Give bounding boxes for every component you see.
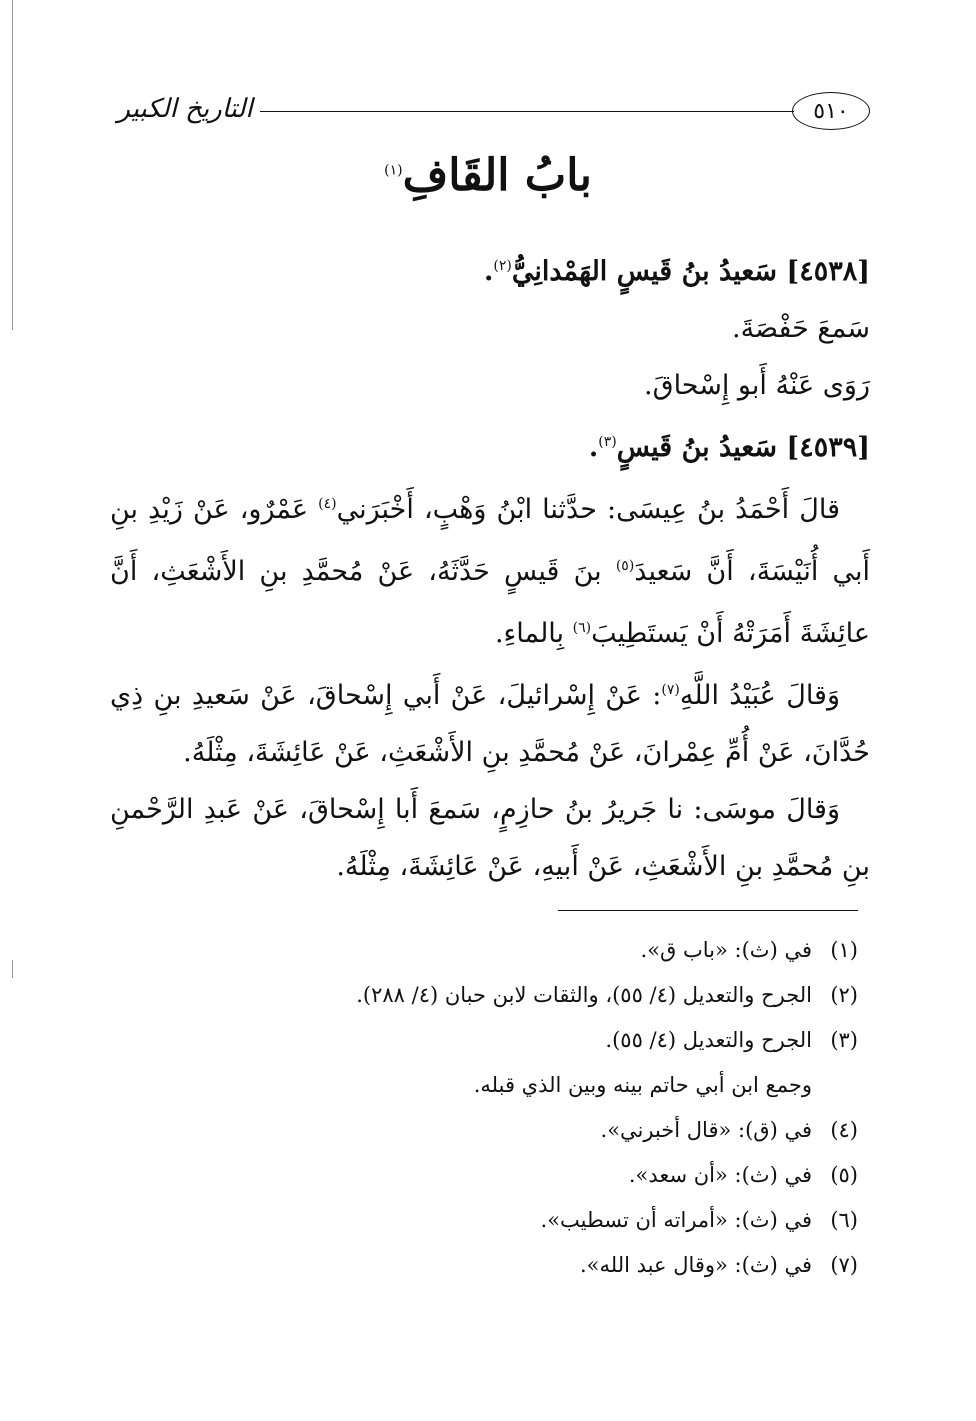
footnote-ref: (٤): [318, 496, 337, 512]
footnote: [138, 928, 858, 973]
header-rule: [260, 111, 794, 112]
page-number: ٥١٠: [813, 98, 849, 124]
footnote-text: في (ث): «وقال عبد الله».: [579, 1253, 812, 1277]
entry-line: سَمعَ حَفْصَةَ.: [731, 313, 870, 344]
footnote-text: الجرح والتعديل (٤/ ٥٥)، والثقات لابن حبان (٤/ ٢٨٨).: [356, 983, 812, 1007]
footnote-number: (٤): [830, 1118, 858, 1142]
main-text: [110, 238, 870, 895]
entry-heading: [٤٥٣٩] سَعيدُ بنُ قَيسٍ$^{(٣)}$.: [588, 432, 870, 463]
page-number-badge: [792, 92, 870, 130]
text-run: قالَ أَحْمَدُ بنُ عِيسَى: حدَّثنا ابْنُ وَهْبٍ، أَخْبَرَني: [336, 494, 840, 525]
footnote-text: في (ق): «قال أخبرني».: [600, 1118, 812, 1142]
footnote-separator: [558, 910, 858, 911]
footnotes: [138, 928, 858, 1288]
footnote-number: (٥): [830, 1163, 858, 1187]
footnote-continuation: وجمع ابن أبي حاتم بينه وبين الذي قبله.: [473, 1073, 812, 1097]
footnote-ref: (٣): [598, 434, 617, 450]
footnote-ref: (١): [384, 162, 403, 179]
footnote-ref: (٦): [572, 620, 592, 636]
footnote-text: في (ث): «أن سعد».: [628, 1163, 812, 1187]
chapter-title: بابُ القَافِ: [402, 150, 592, 201]
footnote-number: (٧): [830, 1253, 858, 1277]
scan-margin-tick: [12, 960, 13, 978]
entry-title: [٤٥٣٨] سَعيدُ بنُ قَيسٍ الهَمْدانِيُّ: [511, 256, 870, 287]
footnote-text: في (ث): «أمراته أن تسطيب».: [540, 1208, 812, 1232]
running-header: [110, 92, 870, 128]
entry-heading: [٤٥٣٨] سَعيدُ بنُ قَيسٍ الهَمْدانِيُّ$^{(٢)}$.: [483, 256, 870, 287]
footnote-number: (٣): [830, 1028, 858, 1052]
paragraph: [110, 476, 870, 662]
footnote-number: (٦): [830, 1208, 858, 1232]
footnote: [138, 1198, 858, 1243]
paragraph: [110, 662, 870, 781]
text-run: بِالماءِ.: [494, 618, 573, 649]
footnote: [138, 1153, 858, 1198]
footnote-ref: (٥): [615, 558, 635, 574]
text-run: وَقالَ عُبَيْدُ اللَّهِ: [679, 680, 840, 711]
footnote-text: الجرح والتعديل (٤/ ٥٥).: [605, 1028, 812, 1052]
paragraph: وَقالَ موسَى: نا جَريرُ بنُ حازِمٍ، سَمعَ أَبا إِسْحاقَ، عَنْ عَبدِ الرَّحْمنِ بنِ مُحمَّدِ بنِ الأَشْعَثِ، عَنْ أَبيهِ، عَنْ عَائِشَةَ، مِثْلَهُ.: [110, 794, 870, 882]
text-run: : عَنْ إِسْرائيلَ، عَنْ أَبي إِسْحاقَ، عَنْ سَعيدِ بنِ ذِي حُدَّانَ، عَنْ أُمِّ عِمْرانَ، عَنْ مُحمَّدِ بنِ الأَشْعَثِ، عَنْ عَائِشَةَ، مِثْلَهُ.: [110, 680, 870, 768]
footnote-text: في (ث): «باب ق».: [640, 938, 812, 962]
footnote: [138, 1243, 858, 1288]
footnote-number: (٢): [830, 983, 858, 1007]
text-run: بنَ قَيسٍ حَدَّثَهُ، عَنْ مُحمَّدِ بنِ الأَشْعَثِ، أَنَّ عائِشَةَ أَمَرَتْهُ أَنْ يَستَطِيبَ: [110, 556, 870, 649]
footnote: [138, 1108, 858, 1153]
footnote: [138, 1018, 858, 1063]
book-title: التاريخ الكبير: [117, 94, 253, 124]
footnote-ref: (٧): [661, 682, 680, 698]
entry-title: [٤٥٣٩] سَعيدُ بنُ قَيسٍ: [616, 432, 870, 463]
entry-line: رَوَى عَنْهُ أَبو إِسْحاقَ.: [644, 370, 870, 401]
chapter-heading: [0, 150, 976, 201]
footnote: [138, 973, 858, 1018]
text-run: عَمْرٌو، عَنْ زَيْدِ بنِ أَبي أُنَيْسَةَ، أَنَّ سَعيدَ: [110, 494, 871, 587]
footnote-ref: (٢): [493, 258, 512, 274]
footnote-number: (١): [830, 938, 858, 962]
